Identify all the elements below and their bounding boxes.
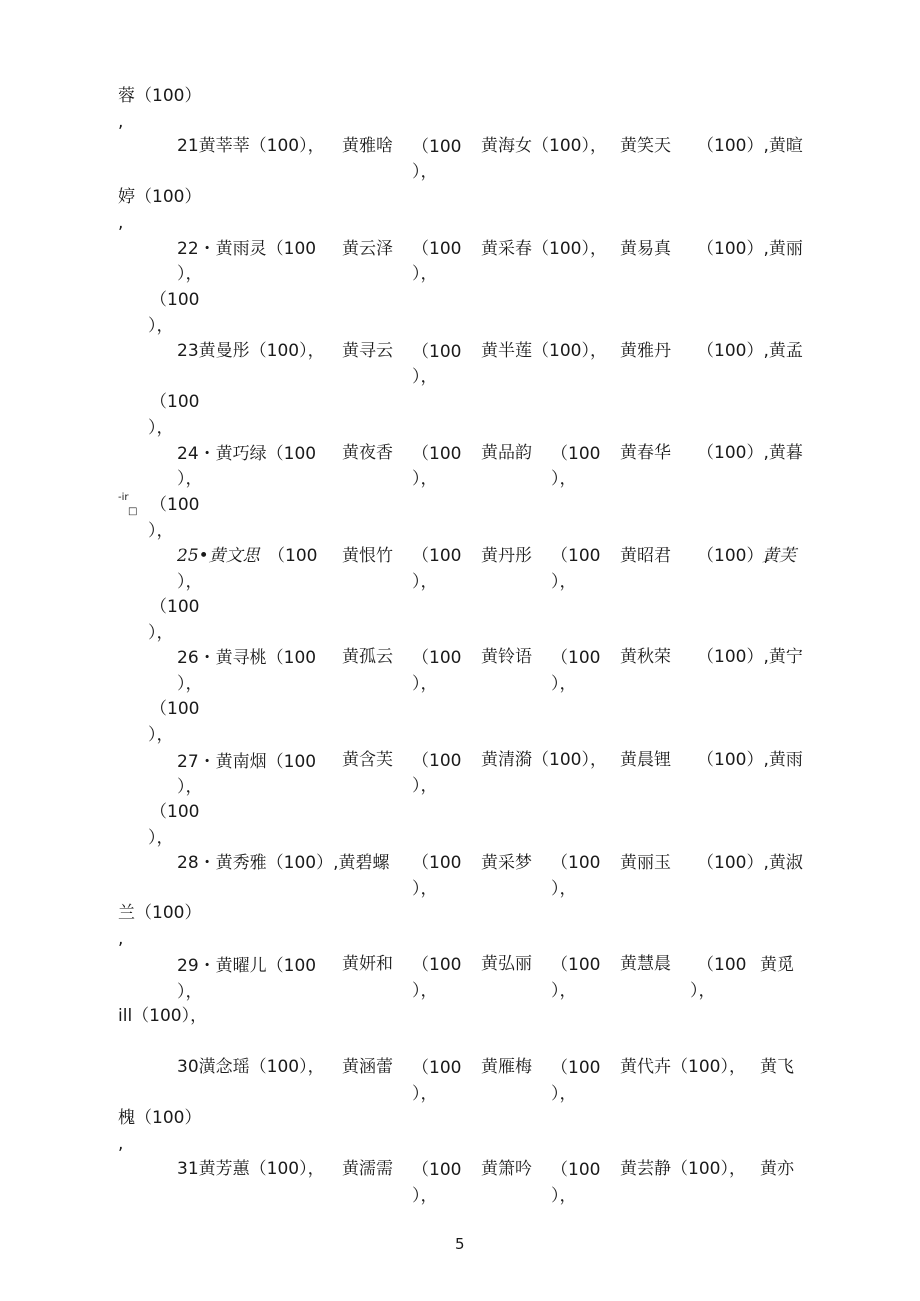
name-entry: 黄雁梅 [481, 1057, 532, 1077]
score-close: ）， [412, 572, 438, 592]
score-close: ）， [148, 828, 174, 848]
score-close: ）， [148, 521, 174, 541]
name-entry: （100）,黄暮 [697, 443, 803, 463]
score: （100 [412, 1058, 462, 1078]
name-entry: 黄亦 [760, 1159, 794, 1179]
name-entry: 黄易真 [620, 239, 671, 259]
name-entry: 30潢念瑶（100）， [177, 1057, 325, 1077]
text-line: 蓉（100） [118, 86, 202, 106]
score: （100 [551, 1160, 601, 1180]
name-entry: 29・黄曜儿（100 [177, 956, 317, 976]
score-close: ）， [177, 982, 203, 1002]
name-entry: 黄雅丹 [620, 341, 671, 361]
score-close: ）， [551, 674, 577, 694]
score-close: ）， [412, 264, 438, 284]
score-close: ）， [412, 367, 438, 387]
score: （100 [551, 1058, 601, 1078]
ocr-artifact: □ [128, 506, 138, 517]
score: （100 [412, 444, 462, 464]
score: （100 [551, 648, 601, 668]
name-entry: 黄代卉（100）， [620, 1057, 746, 1077]
name-entry: 黄觅 [760, 955, 794, 975]
score-close: ）， [412, 879, 438, 899]
score-close: ）， [551, 1186, 577, 1206]
score: （100 [150, 699, 200, 719]
score: （100 [412, 751, 462, 771]
score-close: ）， [177, 674, 203, 694]
text-line: 兰（100） [118, 903, 202, 923]
score-close: ）， [412, 469, 438, 489]
score: （100 [150, 495, 200, 515]
name-entry: 25•黄文思 [177, 546, 260, 566]
name-entry: 23黄曼彤（100）， [177, 341, 325, 361]
score-close: ）， [148, 316, 174, 336]
score-close: ）， [148, 725, 174, 745]
page-number: 5 [455, 1235, 465, 1253]
name-entry: 黄丽玉 [620, 853, 671, 873]
score-close: ）， [551, 469, 577, 489]
score: （100 [412, 342, 462, 362]
name-entry: 黄清漪（100）， [481, 750, 607, 770]
name-entry: 24・黄巧绿（100 [177, 444, 317, 464]
name-entry: 黄采春（100）， [481, 239, 607, 259]
name-entry: 黄弘丽 [481, 954, 532, 974]
name-entry: 黄恨竹 [342, 546, 393, 566]
name-entry: 28・黄秀雅（100）,黄碧螺 [177, 853, 390, 873]
score: （100 [412, 955, 462, 975]
name-entry: 黄半莲（100）， [481, 341, 607, 361]
name-entry: 黄晨锂 [620, 750, 671, 770]
text-line: 婷（100） [118, 187, 202, 207]
score: （100）, [697, 546, 769, 566]
name-entry: 31黄芳蕙（100）， [177, 1159, 325, 1179]
text-line: , [118, 929, 124, 949]
score-close: ）， [412, 162, 438, 182]
name-entry: 黄笑天 [620, 136, 671, 156]
name-entry: 黄丹彤 [481, 546, 532, 566]
name-entry: 黄铃语 [481, 647, 532, 667]
score-close: ）， [148, 623, 174, 643]
name-entry: 黄海女（100）， [481, 136, 607, 156]
name-entry: 黄寻云 [342, 341, 393, 361]
name-entry: 黄濡需 [342, 1159, 393, 1179]
text-line: , [118, 112, 124, 132]
name-entry: （100）,黄丽 [697, 239, 803, 259]
score-close: ）， [551, 981, 577, 1001]
score: （100 [412, 1160, 462, 1180]
text-line: , [118, 1134, 124, 1154]
score-close: ）， [177, 264, 203, 284]
score: （100 [150, 802, 200, 822]
name-entry: 黄夜香 [342, 443, 393, 463]
name-entry: 黄含芙 [342, 750, 393, 770]
name-entry: 黄芸静（100）， [620, 1159, 746, 1179]
name-entry: 黄雅啥 [342, 136, 393, 156]
name-entry: 26・黄寻桃（100 [177, 648, 317, 668]
name-entry: 21黄莘莘（100）， [177, 136, 325, 156]
name-entry: （100）,黄宁 [697, 647, 803, 667]
name-entry: 27・黄南烟（100 [177, 752, 317, 772]
name-entry: （100）,黄孟 [697, 341, 803, 361]
score-close: ）， [412, 981, 438, 1001]
name-entry: （100）,黄暄 [697, 136, 803, 156]
name-entry: 黄品韵 [481, 443, 532, 463]
score: （100 [551, 955, 601, 975]
score: （100 [150, 290, 200, 310]
score-close: ）， [412, 1186, 438, 1206]
score-close: ）， [177, 572, 203, 592]
name-entry: 黄飞 [760, 1057, 794, 1077]
score-close: ）， [551, 1084, 577, 1104]
name-entry: 黄孤云 [342, 647, 393, 667]
name-entry: 黄妍和 [342, 954, 393, 974]
score: （100 [551, 546, 601, 566]
score-close: ）， [412, 1084, 438, 1104]
score: （100 [412, 137, 462, 157]
score-close: ）， [690, 981, 716, 1001]
name-entry: 黄涵蕾 [342, 1057, 393, 1077]
score-close: ）， [177, 777, 203, 797]
score-close: ）， [177, 469, 203, 489]
score: （100 [412, 239, 462, 259]
score-close: ）， [412, 674, 438, 694]
score-close: ）， [148, 418, 174, 438]
score: （100 [412, 853, 462, 873]
score: （100 [412, 546, 462, 566]
name-entry: 黄采梦 [481, 853, 532, 873]
name-entry: 黄箫吟 [481, 1159, 532, 1179]
score: （100 [150, 392, 200, 412]
score-close: ）， [551, 879, 577, 899]
score: （100 [150, 597, 200, 617]
text-line: ill（100）， [118, 1006, 208, 1026]
name-entry: 黄昭君 [620, 546, 671, 566]
score: （100 [697, 955, 747, 975]
name-entry: 黄春华 [620, 443, 671, 463]
score: （100 [551, 444, 601, 464]
name-entry: 黄秋荣 [620, 647, 671, 667]
name-entry: 黄云泽 [342, 239, 393, 259]
text-line: 槐（100） [118, 1108, 202, 1128]
text-line: , [118, 213, 124, 233]
score: （100 [551, 853, 601, 873]
name-entry: 黄慧晨 [620, 954, 671, 974]
score: （100 [268, 546, 318, 566]
name-entry: 22・黄雨灵（100 [177, 239, 317, 259]
ocr-artifact: -ir [118, 492, 129, 503]
score-close: ）， [412, 776, 438, 796]
name-entry: （100）,黄雨 [697, 750, 803, 770]
name-entry: （100）,黄淑 [697, 853, 803, 873]
score: （100 [412, 648, 462, 668]
score-close: ）， [551, 572, 577, 592]
name-entry: 黄芙 [762, 546, 796, 566]
